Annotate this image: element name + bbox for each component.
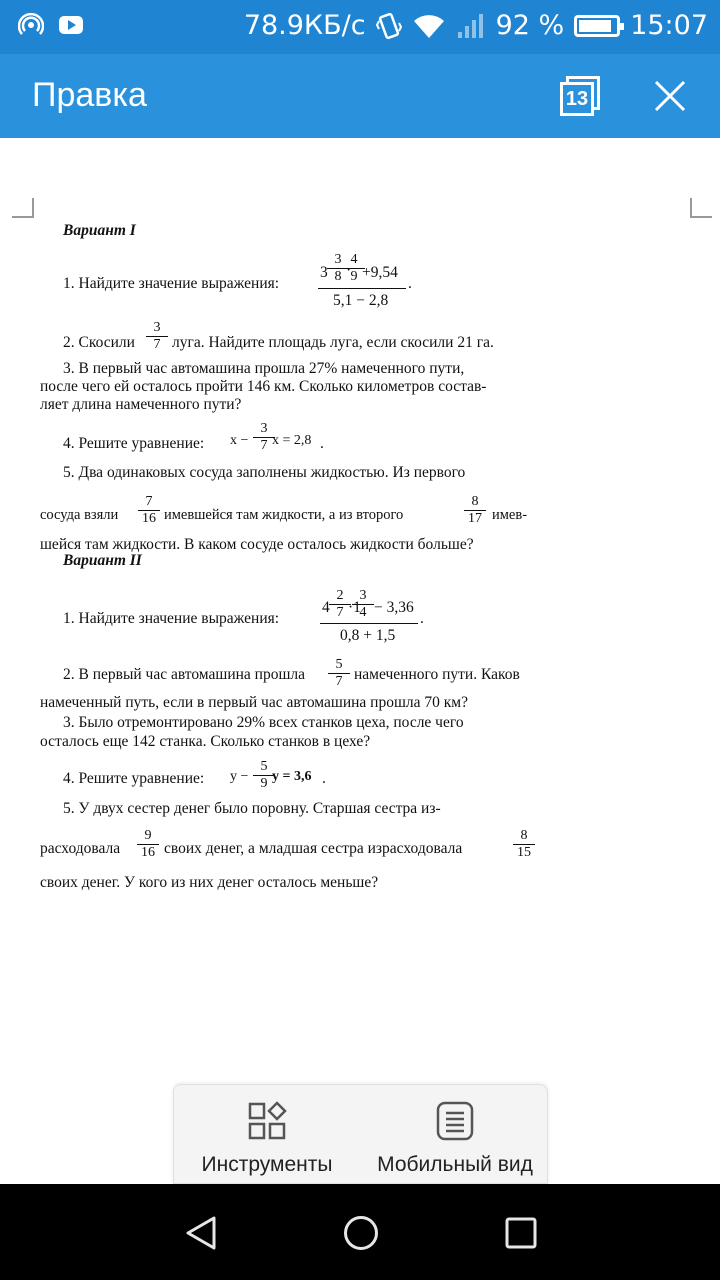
v1-q4-text-a: 4. Решите уравнение: <box>63 435 205 452</box>
close-icon[interactable] <box>650 76 690 116</box>
v2-q1-text: 1. Найдите значение выражения: <box>63 610 280 627</box>
v2-q5-line2-a: расходовала <box>40 840 121 857</box>
navigation-bar <box>0 1184 720 1280</box>
v1-q3-line1: 3. В первый час автомашина прошла 27% намеченного пути, <box>63 360 465 377</box>
v1-q5-line2-b: имевшейся там жидкости, а из второго <box>164 507 404 523</box>
battery-icon <box>574 15 620 37</box>
status-bar <box>0 0 720 54</box>
home-icon[interactable] <box>342 1214 380 1252</box>
v1-q4-x: x − <box>230 433 249 448</box>
v1-q4-b: x = 2,8 <box>272 433 312 448</box>
signal-icon <box>456 12 486 40</box>
v2-q2-text-b: намеченного пути. Каков <box>354 666 520 683</box>
v2-q5-frac2: $\frac{8}{15}$ <box>513 829 535 860</box>
v1-q5-line3: шейся там жидкости. В каком сосуде осталось жидкости больше? <box>40 536 474 553</box>
v2-q5-line2-b: своих денег, а младшая сестра израсходовала <box>164 840 463 857</box>
v2-q2-frac: $\frac{5}{7}$ <box>328 658 350 689</box>
v1-q5-line2-c: имев- <box>492 507 528 523</box>
bottom-tool-panel <box>173 1084 548 1184</box>
status-notifications <box>18 12 84 38</box>
mobile-view-icon <box>435 1101 475 1141</box>
v1-q1-frac1: $\frac{3}{8}$ <box>327 253 349 284</box>
v2-q1-minus: − 3,36 <box>374 599 414 616</box>
v2-q1-end: . <box>420 610 424 627</box>
wifi-icon <box>412 12 446 40</box>
app-title: Правка <box>32 76 147 114</box>
pages-button[interactable] <box>560 74 604 118</box>
tools-button[interactable] <box>192 1085 342 1185</box>
v2-q5-frac1: $\frac{9}{16}$ <box>137 829 159 860</box>
recents-icon[interactable] <box>503 1215 539 1251</box>
v1-q4-frac: $\frac{3}{7}$ <box>253 422 275 453</box>
back-icon[interactable] <box>182 1214 220 1252</box>
tools-icon <box>247 1101 287 1141</box>
v1-q5-line1: 5. Два одинаковых сосуда заполнены жидкостью. Из первого <box>63 464 466 481</box>
v1-q3-line3: ляет длина намеченного пути? <box>40 396 242 413</box>
status-indicators <box>244 8 708 44</box>
v1-q1-fraction-bar <box>318 288 406 289</box>
youtube-icon <box>58 14 84 36</box>
v2-q3-line1: 3. Было отремонтировано 29% всех станков цеха, после чего <box>63 714 464 731</box>
mobile-view-button[interactable] <box>366 1085 544 1185</box>
vibrate-icon <box>376 11 402 41</box>
crop-mark <box>690 198 712 218</box>
v1-q1-frac2: $\frac{4}{9}$ <box>343 253 365 284</box>
v1-q1-whole: 3 <box>320 264 328 281</box>
network-speed: 78.9КБ/с <box>243 10 366 41</box>
v1-q1-plus: +9,54 <box>362 264 398 281</box>
v1-q5-frac2: $\frac{8}{17}$ <box>464 495 486 526</box>
v2-q1-frac2: $\frac{3}{4}$ <box>352 589 374 620</box>
v2-q5-line3: своих денег. У кого из них денег осталось меньше? <box>40 874 379 891</box>
v2-q2-line2: намеченный путь, если в первый час автомашина прошла 70 км? <box>40 694 468 711</box>
v2-q4-end: . <box>322 770 326 787</box>
mobile-view-label: Мобильный вид <box>377 1153 533 1176</box>
v2-q1-denominator: 0,8 + 1,5 <box>340 627 396 644</box>
document-page <box>0 138 720 1184</box>
crop-mark <box>12 198 34 218</box>
v2-q4-y: y − <box>230 769 249 784</box>
v2-q1-frac1: $\frac{2}{7}$ <box>329 589 351 620</box>
v2-q1-fraction-bar <box>320 623 418 624</box>
v1-q1-text: 1. Найдите значение выражения: <box>63 275 280 292</box>
v2-q5-line1: 5. У двух сестер денег было поровну. Старшая сестра из- <box>63 800 441 817</box>
v1-q4-end: . <box>320 435 324 452</box>
v2-q4-frac: $\frac{5}{9}$ <box>253 760 275 791</box>
variant-2-title: Вариант II <box>63 552 142 569</box>
v2-q3-line2: осталось еще 142 станка. Сколько станков в цехе? <box>40 733 371 750</box>
pages-count: 13 <box>560 82 594 116</box>
variant-1-title: Вариант I <box>63 222 136 239</box>
v1-q3-line2: после чего ей осталось пройти 146 км. Сколько километров состав- <box>40 378 487 395</box>
clock: 15:07 <box>630 10 708 41</box>
v2-q1-whole: 4 <box>322 599 330 616</box>
v1-q1-dot: · <box>346 262 352 279</box>
v2-q4-b: y = 3,6 <box>272 769 312 784</box>
v1-q2-text-a: 2. Скосили <box>63 334 135 351</box>
v1-q1-denominator: 5,1 − 2,8 <box>333 292 389 309</box>
tools-label: Инструменты <box>201 1153 333 1176</box>
app-bar <box>0 54 720 138</box>
v2-q4-text-a: 4. Решите уравнение: <box>63 770 205 787</box>
v1-q2-frac: $\frac{3}{7}$ <box>146 321 168 352</box>
v1-q5-line2-a: сосуда взяли <box>40 507 119 523</box>
battery-percent: 92 % <box>495 10 565 41</box>
v2-q2-text-a: 2. В первый час автомашина прошла <box>63 666 306 683</box>
v1-q5-frac1: $\frac{7}{16}$ <box>138 495 160 526</box>
v2-q1-dot: ·1 <box>348 599 361 616</box>
v1-q1-end: . <box>408 275 412 292</box>
hotspot-icon <box>18 12 44 38</box>
v1-q2-text-b: луга. Найдите площадь луга, если скосили 21 га. <box>172 334 494 351</box>
